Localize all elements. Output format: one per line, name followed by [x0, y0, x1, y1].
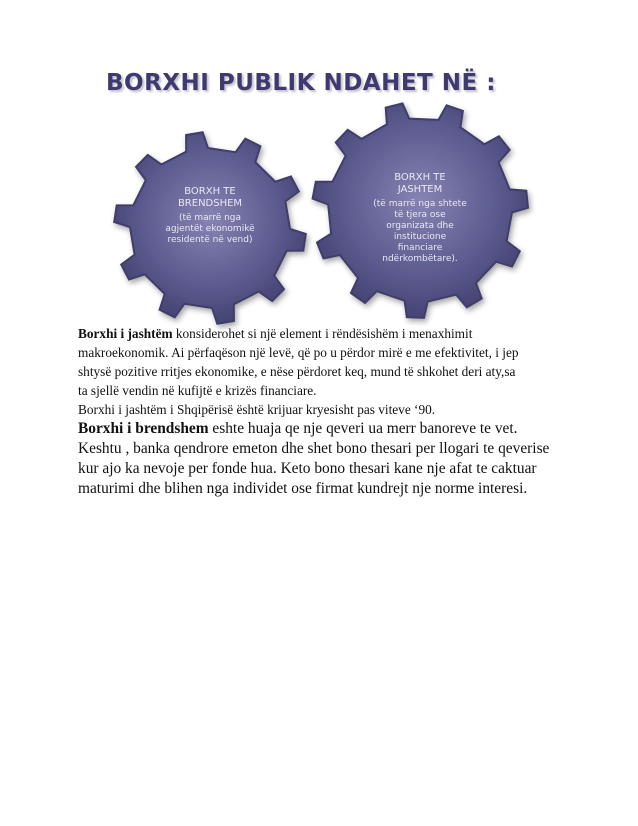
- gear-left-heading-1: BORXH TE: [184, 186, 236, 197]
- gear-right-detail-2: të tjera ose: [394, 210, 446, 220]
- diagram-title: BORXHI PUBLIK NDAHET NË :: [106, 70, 496, 96]
- gear-right-detail-3: organizata dhe: [386, 221, 454, 231]
- paragraph-internal-debt-line-4: maturimi dhe blihen nga individet ose firmat kundrejt nje norme interesi.: [78, 480, 528, 497]
- paragraph-external-debt-line-1: [78, 324, 568, 343]
- paragraph-internal-debt-line-3: kur ajo ka nevoje per fonde hua. Keto bono thesari kane nje afat te caktuar: [78, 460, 537, 477]
- paragraph-albania-debt: Borxhi i jashtëm i Shqipërisë është krijuar kryesisht pas viteve ‘90.: [78, 402, 436, 417]
- gear-left-detail-2: agjentët ekonomikë: [165, 224, 255, 234]
- gear-left-detail-1: (të marrë nga: [178, 213, 242, 223]
- term-internal-debt: Borxhi i brendshem: [78, 420, 209, 437]
- gear-right-label: [345, 172, 495, 265]
- gears-graphic: [0, 0, 638, 330]
- paragraph-internal-debt-line-1: [78, 419, 568, 439]
- gear-right-detail-4: institucione: [393, 232, 447, 242]
- text-span: eshte huaja qe nje qeveri ua merr banoreve te vet.: [208, 420, 518, 437]
- gear-right-detail-1: (të marrë nga shtete: [373, 199, 467, 209]
- gear-left-label: [135, 186, 285, 246]
- gear-left-heading-2: BRENDSHEM: [177, 198, 243, 209]
- document-body: [78, 324, 568, 499]
- gear-right-detail-6: ndërkombëtare).: [382, 254, 458, 264]
- term-external-debt: Borxhi i jashtëm: [78, 326, 173, 341]
- gear-left-detail-3: residentë në vend): [167, 235, 253, 245]
- diagram: [0, 0, 638, 330]
- gear-right-heading-2: JASHTEM: [397, 184, 443, 195]
- paragraph-external-debt-line-3: shtysë pozitive rritjes ekonomike, e nëse përdoret keq, mund të shkohet deri aty,sa: [78, 364, 516, 379]
- paragraph-internal-debt-line-2: Keshtu , banka qendrore emeton dhe shet bono thesari per llogari te qeverise: [78, 440, 550, 457]
- text-span: konsiderohet si një element i rëndësishëm i menaxhimit: [172, 326, 473, 341]
- gear-right-heading-1: BORXH TE: [394, 172, 446, 183]
- paragraph-external-debt-line-2: makroekonomik. Ai përfaqëson një levë, që po u përdor mirë e me efektivitet, i jep: [78, 345, 519, 360]
- paragraph-external-debt-line-4: ta sjellë vendin në kufijtë e krizës financiare.: [78, 383, 317, 398]
- gear-right-detail-5: financiare: [397, 243, 443, 253]
